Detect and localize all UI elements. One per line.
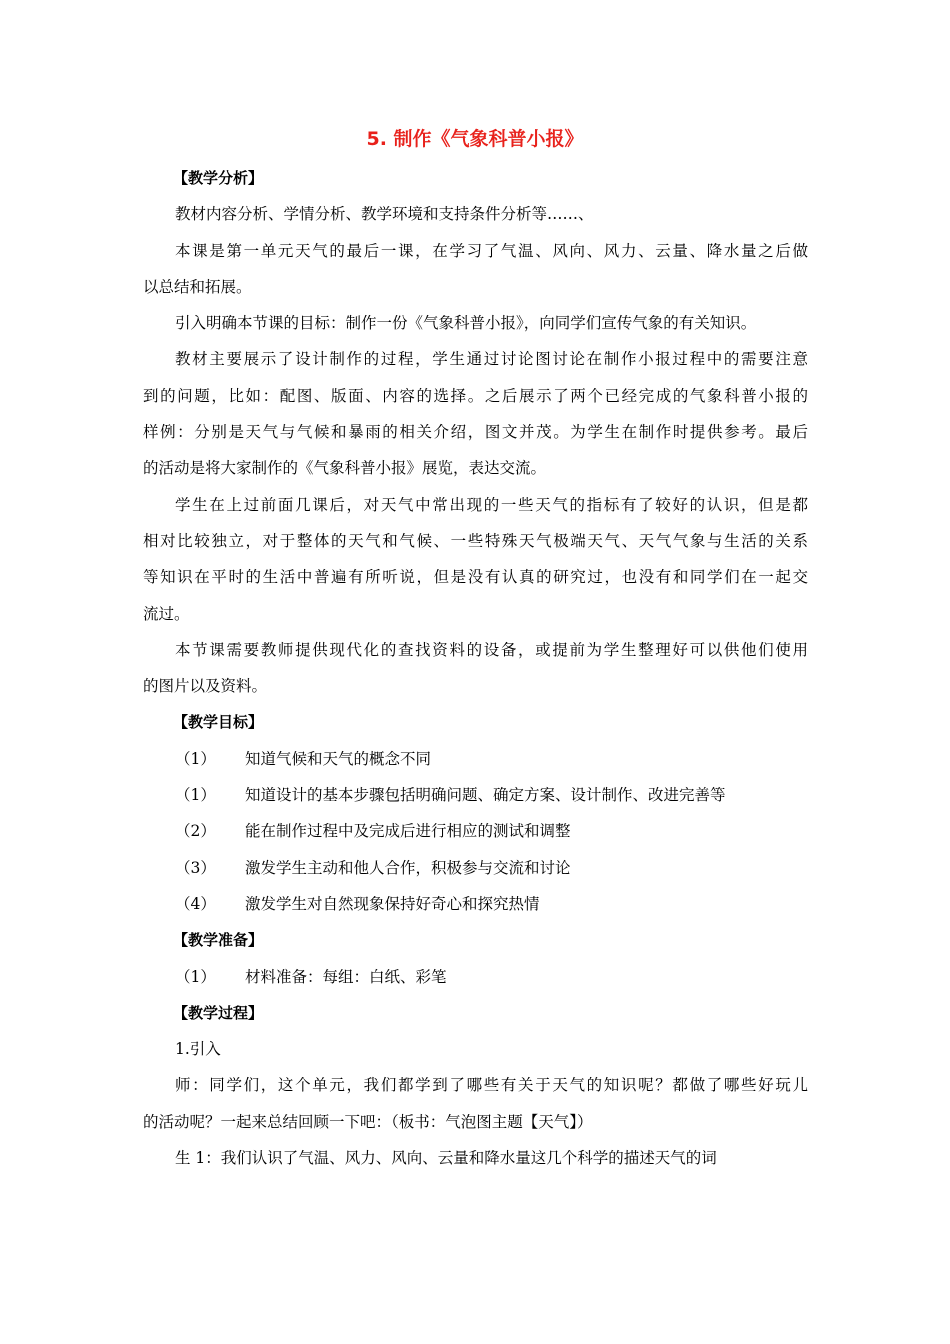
list-item-number: （1） xyxy=(175,786,216,805)
paragraph-line: 学生在上过前面几课后，对天气中常出现的一些天气的指标有了较好的认识，但是都 xyxy=(175,495,808,514)
list-item-number: （4） xyxy=(175,894,216,913)
list-item-number: （3） xyxy=(175,858,216,877)
section-heading-process: 【教学过程】 xyxy=(173,1003,264,1022)
list-item-text: 能在制作过程中及完成后进行相应的测试和调整 xyxy=(245,822,571,841)
list-item-number: （2） xyxy=(175,822,216,841)
list-item-text: 知道气候和天气的概念不同 xyxy=(245,749,432,768)
list-item-number: （1） xyxy=(175,967,216,986)
section-heading-analysis: 【教学分析】 xyxy=(173,169,264,187)
list-item-text: 激发学生主动和他人合作，积极参与交流和讨论 xyxy=(245,858,571,877)
paragraph: 教材内容分析、学情分析、教学环境和支持条件分析等……、 xyxy=(175,205,594,224)
paragraph-line: 本课是第一单元天气的最后一课，在学习了气温、风向、风力、云量、降水量之后做 xyxy=(175,241,808,260)
step-label: 1.引入 xyxy=(175,1040,221,1059)
paragraph-line: 流过。 xyxy=(143,604,190,623)
section-heading-goals: 【教学目标】 xyxy=(173,713,264,732)
paragraph-line: 的活动是将大家制作的《气象科普小报》展览，表达交流。 xyxy=(143,459,547,478)
list-item-text: 材料准备：每组：白纸、彩笔 xyxy=(245,967,447,986)
paragraph: 引入明确本节课的目标：制作一份《气象科普小报》，向同学们宣传气象的有关知识。 xyxy=(175,314,757,333)
document-title: 5. 制作《气象科普小报》 xyxy=(366,128,584,150)
paragraph-line: 本节课需要教师提供现代化的查找资料的设备，或提前为学生整理好可以供他们使用 xyxy=(175,640,808,659)
section-heading-prep: 【教学准备】 xyxy=(173,931,264,950)
paragraph-line: 教材主要展示了设计制作的过程，学生通过讨论图讨论在制作小报过程中的需要注意 xyxy=(175,350,808,369)
paragraph-line: 的活动呢？一起来总结回顾一下吧：（板书：气泡图主题【天气】） xyxy=(143,1112,593,1131)
paragraph-line: 以总结和拓展。 xyxy=(143,277,252,296)
paragraph-line: 等知识在平时的生活中普遍有所听说，但是没有认真的研究过，也没有和同学们在一起交 xyxy=(143,568,808,587)
list-item xyxy=(143,886,808,922)
paragraph-line: 的图片以及资料。 xyxy=(143,677,268,696)
list-item-number: （1） xyxy=(175,749,216,768)
paragraph-line: 样例：分别是天气与气候和暴雨的相关介绍，图文并茂。为学生在制作时提供参考。最后 xyxy=(143,423,808,442)
list-item xyxy=(143,777,808,813)
paragraph-line: 相对比较独立，对于整体的天气和气候、一些特殊天气极端天气、天气气象与生活的关系 xyxy=(143,531,808,550)
document-body xyxy=(143,160,808,1176)
list-item-text: 知道设计的基本步骤包括明确问题、确定方案、设计制作、改进完善等 xyxy=(245,786,726,805)
paragraph: 生 1：我们认识了气温、风力、风向、云量和降水量这几个科学的描述天气的词 xyxy=(175,1149,717,1168)
list-item xyxy=(143,741,808,777)
paragraph-line: 到的问题，比如：配图、版面、内容的选择。之后展示了两个已经完成的气象科普小报的 xyxy=(143,386,808,405)
list-item-text: 激发学生对自然现象保持好奇心和探究热情 xyxy=(245,894,540,913)
list-item xyxy=(143,850,808,886)
paragraph-line: 师：同学们，这个单元，我们都学到了哪些有关于天气的知识呢？都做了哪些好玩儿 xyxy=(175,1076,808,1095)
list-item xyxy=(143,813,808,849)
list-item xyxy=(143,959,808,995)
